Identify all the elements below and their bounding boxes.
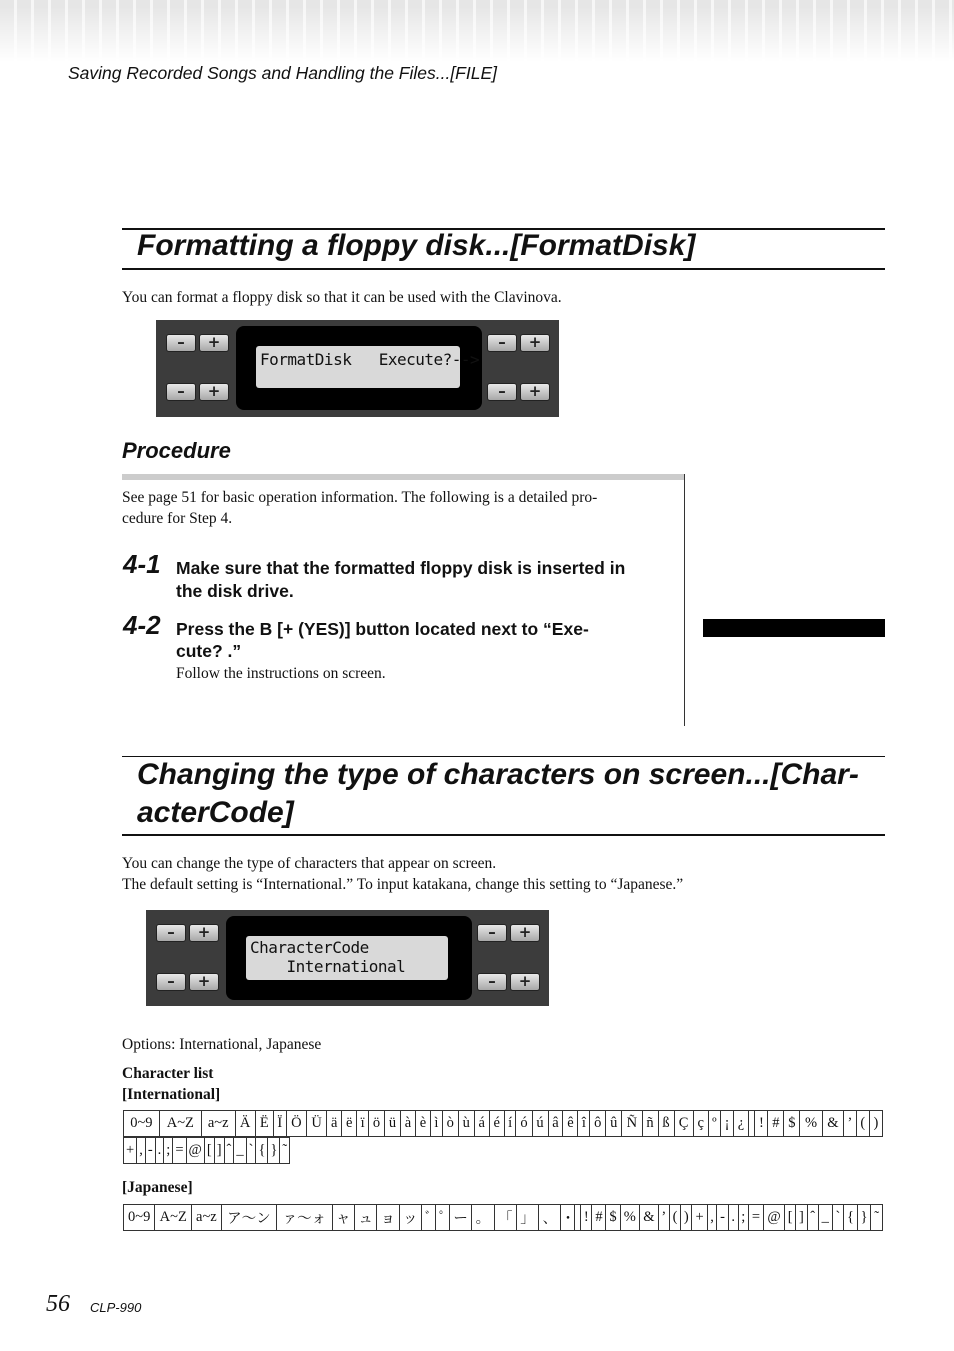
char-cell: ñ bbox=[642, 1111, 658, 1137]
char-cell: _ bbox=[818, 1205, 832, 1231]
char-cell: Ñ bbox=[622, 1111, 642, 1137]
char-cell: a~z bbox=[192, 1205, 221, 1231]
button-d-minus[interactable]: – bbox=[487, 383, 517, 401]
char-cell: ! bbox=[755, 1111, 768, 1137]
char-cell: @ bbox=[186, 1138, 204, 1164]
japanese-label: [Japanese] bbox=[122, 1179, 193, 1196]
char-cell: ア～ン bbox=[221, 1205, 277, 1231]
char-cell: a~z bbox=[201, 1111, 235, 1137]
button-a-plus[interactable]: + bbox=[189, 924, 219, 942]
char-cell: â bbox=[548, 1111, 563, 1137]
char-cell: ç bbox=[693, 1111, 708, 1137]
section-title-charactercode-line2: acterCode] bbox=[137, 796, 294, 829]
char-cell: [ bbox=[785, 1205, 796, 1231]
char-cell: @ bbox=[763, 1205, 784, 1231]
char-cell: A~Z bbox=[155, 1205, 192, 1231]
char-cell: & bbox=[640, 1205, 659, 1231]
char-cell: + bbox=[124, 1138, 137, 1164]
char-cell: = bbox=[748, 1205, 763, 1231]
char-cell: , bbox=[137, 1138, 146, 1164]
char-cell: ò bbox=[442, 1111, 458, 1137]
char-cell: ョ bbox=[377, 1205, 399, 1231]
char-cell: Ä bbox=[235, 1111, 255, 1137]
step-4-1-line2: the disk drive. bbox=[176, 581, 294, 601]
procedure-text-2: cedure for Step 4. bbox=[122, 510, 233, 527]
char-cell: ャ bbox=[332, 1205, 354, 1231]
char-cell: + bbox=[692, 1205, 707, 1231]
step-4-2-line1: Press the B [+ (YES)] button located next to “Exe- bbox=[176, 619, 589, 639]
international-table-row1 bbox=[123, 1110, 883, 1137]
char-cell: ッ bbox=[399, 1205, 421, 1231]
procedure-rule bbox=[122, 474, 684, 480]
char-cell: $ bbox=[784, 1111, 800, 1137]
char-cell: º bbox=[708, 1111, 720, 1137]
step-4-2-note: Follow the instructions on screen. bbox=[176, 665, 386, 682]
international-label: [International] bbox=[122, 1086, 221, 1103]
char-cell: ァ～ォ bbox=[277, 1205, 333, 1231]
char-cell: í bbox=[504, 1111, 516, 1137]
title2-rule-bottom bbox=[122, 834, 885, 836]
char-cell: . bbox=[155, 1138, 164, 1164]
title-rule-bottom bbox=[122, 268, 885, 270]
char-cell: A~Z bbox=[159, 1111, 201, 1137]
button-b-minus[interactable]: – bbox=[166, 383, 196, 401]
procedure-divider bbox=[684, 474, 685, 726]
button-a-minus[interactable]: – bbox=[156, 924, 186, 942]
char-cell: ) bbox=[681, 1205, 692, 1231]
button-d-plus[interactable]: + bbox=[510, 973, 540, 991]
char-cell: ù bbox=[458, 1111, 474, 1137]
char-cell: Ü bbox=[307, 1111, 327, 1137]
char-cell: û bbox=[606, 1111, 622, 1137]
button-b-plus[interactable]: + bbox=[199, 383, 229, 401]
char-cell: é bbox=[489, 1111, 504, 1137]
lcd-line-1: CharacterCode bbox=[250, 938, 369, 957]
char-cell: ` bbox=[832, 1205, 843, 1231]
char-cell: ] bbox=[796, 1205, 807, 1231]
step-number-4-1: 4-1 bbox=[123, 549, 161, 579]
char-cell: ó bbox=[516, 1111, 532, 1137]
char-cell: # bbox=[592, 1205, 606, 1231]
char-cell: ’ bbox=[658, 1205, 669, 1231]
char-cell: ﾟ bbox=[435, 1205, 449, 1231]
button-c-plus[interactable]: + bbox=[510, 924, 540, 942]
char-cell: [ bbox=[204, 1138, 214, 1164]
lcd-line-2: International bbox=[250, 957, 406, 976]
char-cell: Ë bbox=[255, 1111, 273, 1137]
char-cell: Ï bbox=[273, 1111, 286, 1137]
char-cell: ; bbox=[164, 1138, 173, 1164]
lcd-panel-formatdisk bbox=[156, 320, 559, 417]
lcd-line-1: FormatDisk Execute?--> bbox=[260, 350, 480, 369]
char-cell: ュ bbox=[354, 1205, 376, 1231]
char-cell: % bbox=[800, 1111, 822, 1137]
char-cell: ì bbox=[430, 1111, 442, 1137]
charactercode-intro-2: The default setting is “International.” To input katakana, change this setting to “Japanese.” bbox=[122, 876, 684, 893]
options-text: Options: International, Japanese bbox=[122, 1036, 322, 1053]
char-cell: - bbox=[717, 1205, 728, 1231]
lcd-frame bbox=[226, 916, 472, 1000]
char-cell: Ç bbox=[674, 1111, 693, 1137]
japanese-table bbox=[123, 1204, 883, 1231]
char-cell: ( bbox=[669, 1205, 680, 1231]
char-cell: ) bbox=[869, 1111, 882, 1137]
procedure-heading: Procedure bbox=[122, 438, 231, 463]
char-cell: ë bbox=[342, 1111, 357, 1137]
button-c-plus[interactable]: + bbox=[520, 334, 550, 352]
lcd-panel-charactercode bbox=[146, 910, 549, 1006]
char-cell: ¡ bbox=[721, 1111, 734, 1137]
char-cell: ﾞ bbox=[421, 1205, 435, 1231]
char-cell: ] bbox=[214, 1138, 224, 1164]
header-band bbox=[0, 0, 954, 62]
char-cell: } bbox=[857, 1205, 871, 1231]
button-c-minus[interactable]: – bbox=[487, 334, 517, 352]
char-cell: 0~9 bbox=[124, 1205, 155, 1231]
char-cell: % bbox=[620, 1205, 640, 1231]
section-title-formatdisk: Formatting a floppy disk...[FormatDisk] bbox=[137, 229, 696, 262]
button-d-plus[interactable]: + bbox=[520, 383, 550, 401]
char-cell: ˜ bbox=[871, 1205, 883, 1231]
charactercode-intro-1: You can change the type of characters that appear on screen. bbox=[122, 855, 497, 872]
lcd-screen bbox=[246, 936, 448, 980]
character-list-heading: Character list bbox=[122, 1065, 214, 1082]
char-cell: - bbox=[145, 1138, 155, 1164]
button-c-minus[interactable]: – bbox=[477, 924, 507, 942]
model-name: CLP-990 bbox=[90, 1300, 142, 1315]
char-cell: ü bbox=[385, 1111, 401, 1137]
section-title-charactercode-line1: Changing the type of characters on screen...[Char- bbox=[137, 758, 859, 791]
char-cell: ˆ bbox=[807, 1205, 818, 1231]
char-cell: , bbox=[707, 1205, 717, 1231]
sidebar-black-bar bbox=[703, 619, 885, 637]
char-cell: Ö bbox=[286, 1111, 306, 1137]
char-cell: ˜ bbox=[280, 1138, 290, 1164]
step-number-4-2: 4-2 bbox=[123, 610, 161, 640]
char-cell: 。 bbox=[472, 1205, 494, 1231]
char-cell: è bbox=[415, 1111, 430, 1137]
char-cell: ß bbox=[658, 1111, 674, 1137]
char-cell: 「 bbox=[494, 1205, 516, 1231]
button-a-plus[interactable]: + bbox=[199, 334, 229, 352]
international-table-row2 bbox=[123, 1137, 290, 1164]
lcd-screen bbox=[256, 346, 480, 388]
char-cell: 、 bbox=[539, 1205, 561, 1231]
char-cell: ･ bbox=[561, 1205, 575, 1231]
char-cell: ú bbox=[532, 1111, 548, 1137]
char-cell: # bbox=[768, 1111, 784, 1137]
char-cell: ö bbox=[368, 1111, 384, 1137]
lcd-frame bbox=[236, 326, 482, 410]
button-d-minus[interactable]: – bbox=[477, 973, 507, 991]
char-cell: ô bbox=[590, 1111, 606, 1137]
char-cell: ï bbox=[357, 1111, 369, 1137]
char-cell: ’ bbox=[844, 1111, 857, 1137]
char-cell: ; bbox=[738, 1205, 748, 1231]
formatdisk-intro: You can format a floppy disk so that it can be used with the Clavinova. bbox=[122, 289, 562, 306]
char-cell: ! bbox=[581, 1205, 592, 1231]
char-cell: ˆ bbox=[224, 1138, 234, 1164]
step-4-2-line2: cute? .” bbox=[176, 641, 242, 661]
char-cell: î bbox=[578, 1111, 590, 1137]
char-cell: { bbox=[844, 1205, 858, 1231]
page-number: 56 bbox=[46, 1291, 70, 1317]
button-b-plus[interactable]: + bbox=[189, 973, 219, 991]
char-cell: $ bbox=[606, 1205, 620, 1231]
char-cell: = bbox=[173, 1138, 186, 1164]
button-b-minus[interactable]: – bbox=[156, 973, 186, 991]
button-a-minus[interactable]: – bbox=[166, 334, 196, 352]
char-cell: 」 bbox=[516, 1205, 538, 1231]
running-header: Saving Recorded Songs and Handling the Files...[FILE] bbox=[68, 63, 497, 83]
char-cell: _ bbox=[234, 1138, 246, 1164]
char-cell: . bbox=[728, 1205, 738, 1231]
char-cell: & bbox=[822, 1111, 843, 1137]
char-cell: ( bbox=[856, 1111, 869, 1137]
char-cell: ー bbox=[449, 1205, 471, 1231]
char-cell: á bbox=[474, 1111, 489, 1137]
char-cell: } bbox=[268, 1138, 280, 1164]
char-cell: ¿ bbox=[733, 1111, 748, 1137]
char-cell: 0~9 bbox=[124, 1111, 160, 1137]
char-cell: { bbox=[256, 1138, 268, 1164]
char-cell: ä bbox=[327, 1111, 342, 1137]
char-cell: ê bbox=[563, 1111, 578, 1137]
procedure-text-1: See page 51 for basic operation information. The following is a detailed pro- bbox=[122, 489, 598, 506]
char-cell: à bbox=[401, 1111, 416, 1137]
step-4-1-line1: Make sure that the formatted floppy disk is inserted in bbox=[176, 558, 626, 578]
char-cell: ` bbox=[246, 1138, 256, 1164]
